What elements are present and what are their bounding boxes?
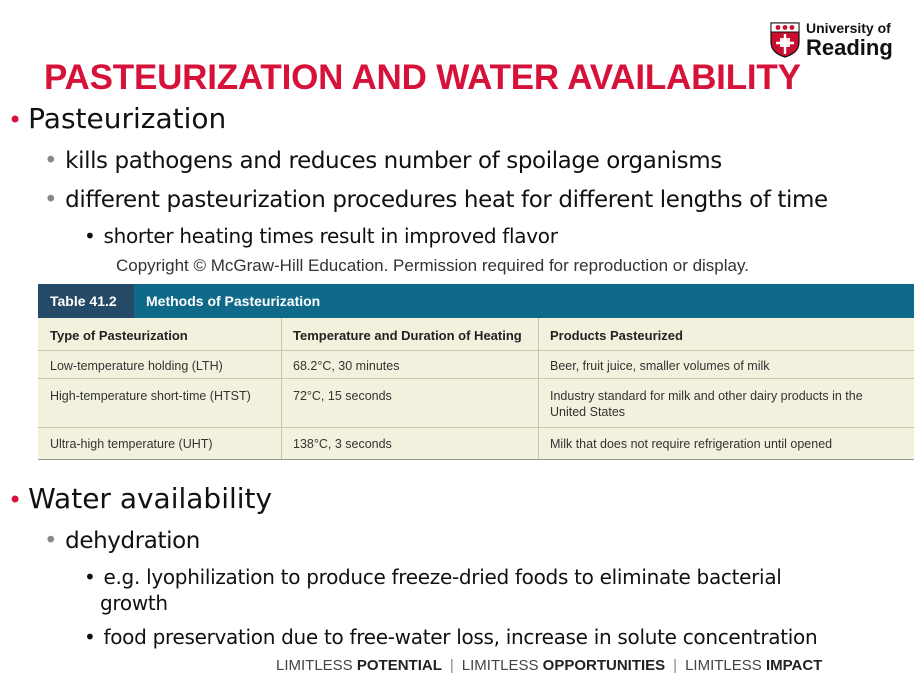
bullet-text: Water availability [28, 482, 273, 515]
table-header-bar [38, 284, 914, 318]
bullet-text: e.g. lyophilization to produce freeze-dried foods to eliminate bacterial [103, 565, 782, 589]
bullet-dot-icon: • [44, 148, 58, 174]
shield-icon [770, 22, 800, 58]
table-cell: 138°C, 3 seconds [293, 437, 392, 451]
bullet-dot-icon: • [44, 528, 58, 554]
table-cell: Ultra-high temperature (UHT) [50, 437, 213, 451]
footer-word: POTENTIAL [356, 657, 442, 674]
table-cell: United States [550, 405, 626, 419]
bullet-dot-icon: • [8, 486, 23, 514]
table-cell: Beer, fruit juice, smaller volumes of milk [550, 359, 770, 373]
table-cell: High-temperature short-time (HTST) [50, 389, 251, 403]
footer-prefix: LIMITLESS [685, 657, 762, 674]
bullet-lyophilization-continued: growth [100, 591, 168, 615]
bullet-dot-icon: • [8, 106, 23, 134]
bullet-dot-icon: • [84, 224, 96, 248]
bullet-dot-icon: • [44, 187, 58, 213]
column-divider [281, 318, 282, 459]
bullet-dehydration [44, 528, 200, 554]
bullet-text: Pasteurization [28, 102, 227, 135]
bullet-text: dehydration [65, 528, 200, 554]
bullet-food-preservation [84, 625, 817, 649]
bullet-different [44, 187, 828, 213]
row-divider [38, 378, 914, 379]
footer-separator: | [449, 657, 454, 674]
column-divider [538, 318, 539, 459]
bullet-shorter [84, 224, 558, 248]
row-divider [38, 427, 914, 428]
footer-separator: | [673, 657, 678, 674]
footer-word: IMPACT [765, 657, 823, 674]
bullet-lyophilization [84, 565, 782, 589]
column-header-products: Products Pasteurized [550, 328, 683, 343]
column-header-temperature: Temperature and Duration of Heating [293, 328, 522, 343]
bullet-water-availability [8, 482, 272, 515]
column-header-type: Type of Pasteurization [50, 328, 188, 343]
footer-tagline [276, 657, 822, 674]
bullet-pasteurization [8, 102, 226, 135]
table-cell: Milk that does not require refrigeration until opened [550, 437, 833, 451]
table-cell: 72°C, 15 seconds [293, 389, 392, 403]
footer-prefix: LIMITLESS [461, 657, 539, 674]
copyright-notice: Copyright © McGraw-Hill Education. Permission required for reproduction or display. [116, 256, 749, 275]
table-cell: Low-temperature holding (LTH) [50, 359, 223, 373]
table-number: Table 41.2 [38, 284, 134, 318]
bullet-text: kills pathogens and reduces number of spoilage organisms [65, 148, 722, 174]
logo-text-line1: University of [806, 20, 891, 36]
footer-word: OPPORTUNITIES [542, 657, 666, 674]
bullet-dot-icon: • [84, 565, 96, 589]
row-divider [38, 350, 914, 351]
pasteurization-table [38, 284, 914, 460]
slide-title: PASTEURIZATION AND WATER AVAILABILITY [44, 58, 801, 97]
table-cell: Industry standard for milk and other dairy products in the [550, 389, 863, 403]
logo-text-line2: Reading [806, 35, 893, 60]
bullet-text: different pasteurization procedures heat for different lengths of time [65, 187, 828, 213]
bullet-dot-icon: • [84, 625, 96, 649]
bullet-kills [44, 148, 722, 174]
table-cell: 68.2°C, 30 minutes [293, 359, 400, 373]
table-caption: Methods of Pasteurization [146, 293, 321, 309]
footer-prefix: LIMITLESS [276, 657, 353, 674]
bullet-text: shorter heating times result in improved flavor [103, 224, 558, 248]
bullet-text: food preservation due to free-water loss, increase in solute concentration [103, 625, 818, 649]
